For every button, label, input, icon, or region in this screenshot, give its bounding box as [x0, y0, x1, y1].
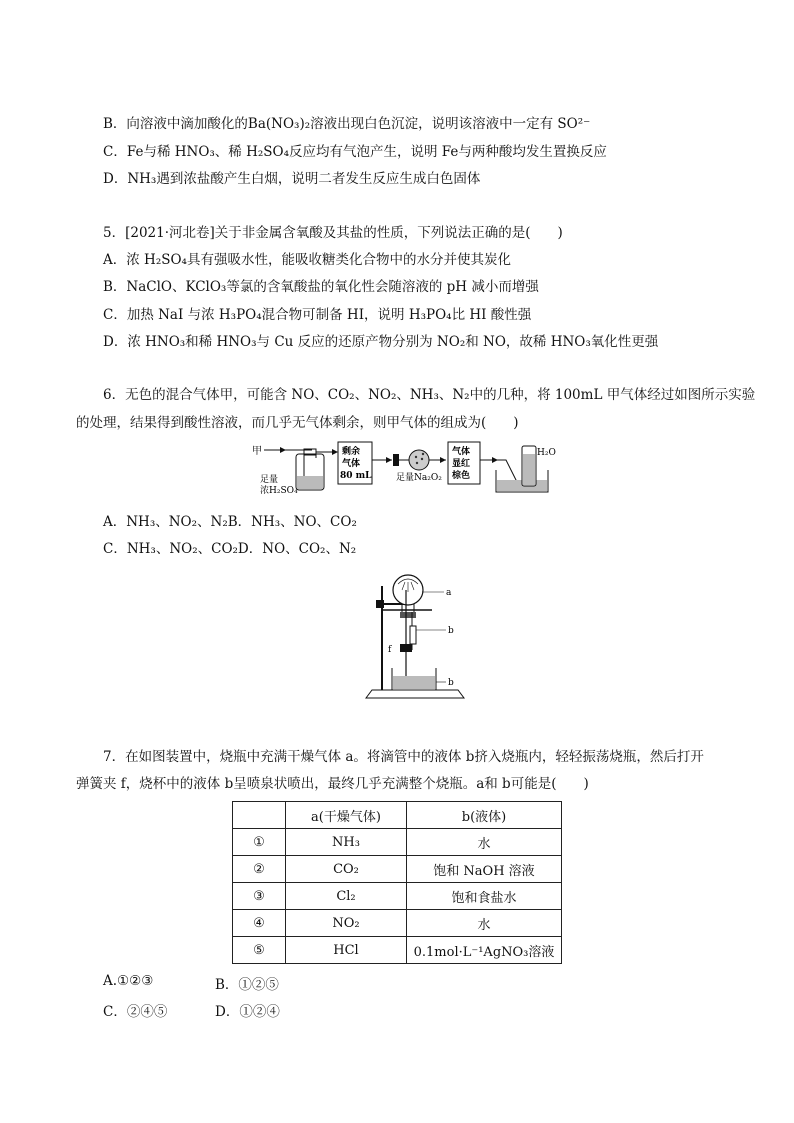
q7-row3-index: ③ [233, 883, 286, 910]
q6-fig-jia-label: 甲 [252, 446, 262, 457]
q4-option-c: C．Fe与稀 HNO₃、稀 H₂SO₄反应均有气泡产生，说明 Fe与两种酸均发生置换反应 [103, 144, 607, 160]
q7-option-d: D．①②④ [215, 1004, 280, 1020]
q7-row1-liquid: 水 [407, 829, 562, 856]
q6-stem-line2: 的处理，结果得到酸性溶液，而几乎无气体剩余，则甲气体的组成为( ) [76, 415, 519, 431]
q5-stem: 5．[2021·河北卷]关于非金属含氧酸及其盐的性质，下列说法正确的是( ) [103, 225, 563, 241]
q6-fig-box2-line1: 气体 [452, 447, 471, 457]
q7-row3-liquid: 饱和食盐水 [407, 883, 562, 910]
q7-option-b: B．①②⑤ [215, 977, 279, 993]
q7-row2-index: ② [233, 856, 286, 883]
q7-stem-line2: 弹簧夹 f，烧杯中的液体 b呈喷泉状喷出，最终几乎充满整个烧瓶。a和 b可能是( ) [76, 776, 589, 792]
q7-row4-liquid: 水 [407, 910, 562, 937]
spring-clamp-f [400, 644, 412, 652]
q4-option-b: B．向溶液中滴加酸化的Ba(NO₃)₂溶液出现白色沉淀，说明该溶液中一定有 SO²⁻ [103, 116, 591, 132]
q7-row1-gas: NH₃ [286, 829, 407, 856]
q7-row5-index: ⑤ [233, 937, 286, 964]
q5-option-d: D．浓 HNO₃和稀 HNO₃与 Cu 反应的还原产物分别为 NO₂和 NO，故稀 HNO₃氧化性更强 [103, 334, 659, 350]
dropper [410, 626, 416, 644]
q6-stem-line1: 6．无色的混合气体甲，可能含 NO、CO₂、NO₂、NH₃、N₂中的几种，将 100mL 甲气体经过如图所示实验 [103, 387, 756, 403]
q6-fig-box1-line3: 80 mL [340, 471, 372, 481]
q7-header-index [233, 802, 286, 829]
table-row [233, 910, 562, 937]
q7-row4-index: ④ [233, 910, 286, 937]
table-row [233, 937, 562, 964]
q7-row2-liquid: 饱和 NaOH 溶液 [407, 856, 562, 883]
q6-fig-box1-line2: 气体 [342, 459, 361, 469]
q7-table [232, 801, 562, 964]
q6-options-cd: C．NH₃、NO₂、CO₂D．NO、CO₂、N₂ [103, 541, 357, 557]
q7-table-header-row [233, 802, 562, 829]
q5-option-c: C．加热 NaI 与浓 H₃PO₄混合物可制备 HI，说明 H₃PO₄比 HI 酸性强 [103, 307, 532, 323]
fountain-label-b-bottom: b [448, 678, 454, 688]
fountain-label-a: a [446, 588, 452, 598]
q6-fig-zuliang-label: 足量 [260, 475, 279, 485]
q7-row2-gas: CO₂ [286, 856, 407, 883]
q6-fig-box2-line3: 棕色 [452, 471, 471, 481]
q7-header-a: a(干燥气体) [286, 802, 407, 829]
q6-fig-na2o2-label: 足量Na₂O₂ [396, 473, 442, 483]
q7-row1-index: ① [233, 829, 286, 856]
beaker-liquid [393, 676, 435, 689]
q6-apparatus-figure [252, 440, 562, 498]
q7-header-b: b(液体) [407, 802, 562, 829]
q6-fig-na2o2-bulb [409, 450, 429, 470]
q7-row5-gas: HCl [286, 937, 407, 964]
q7-option-c: C．②④⑤ [103, 1004, 168, 1020]
q6-fig-h2o-label: H₂O [537, 448, 556, 458]
q7-row3-gas: Cl₂ [286, 883, 407, 910]
q5-option-b: B．NaClO、KClO₃等氯的含氧酸盐的氧化性会随溶液的 pH 减小而增强 [103, 279, 539, 295]
q6-options-ab: A．NH₃、NO₂、N₂B．NH₃、NO、CO₂ [103, 514, 357, 530]
q4-option-d: D．NH₃遇到浓盐酸产生白烟，说明二者发生反应生成白色固体 [103, 171, 481, 187]
fountain-label-b-top: b [448, 626, 454, 636]
wash-bottle-liquid [297, 476, 323, 489]
q7-row4-gas: NO₂ [286, 910, 407, 937]
table-row [233, 829, 562, 856]
stand-base [366, 690, 464, 698]
q6-fig-box2-line2: 显红 [452, 459, 471, 469]
table-row [233, 883, 562, 910]
q5-option-a: A．浓 H₂SO₄具有强吸水性，能吸收糖类化合物中的水分并使其炭化 [103, 252, 511, 268]
q6-fig-box1-line1: 剩余 [342, 447, 361, 457]
q6-fig-h2so4-label: 浓H₂SO₄ [260, 486, 298, 496]
fountain-apparatus-figure [362, 570, 482, 705]
q7-option-a: A.①②③ [103, 973, 154, 989]
table-row [233, 856, 562, 883]
fountain-label-f: f [388, 645, 392, 655]
q7-row5-liquid: 0.1mol·L⁻¹AgNO₃溶液 [407, 937, 562, 964]
q7-stem-line1: 7．在如图装置中，烧瓶中充满干燥气体 a。将滴管中的液体 b挤入烧瓶内，轻轻振荡烧瓶，然后打开 [103, 749, 704, 765]
